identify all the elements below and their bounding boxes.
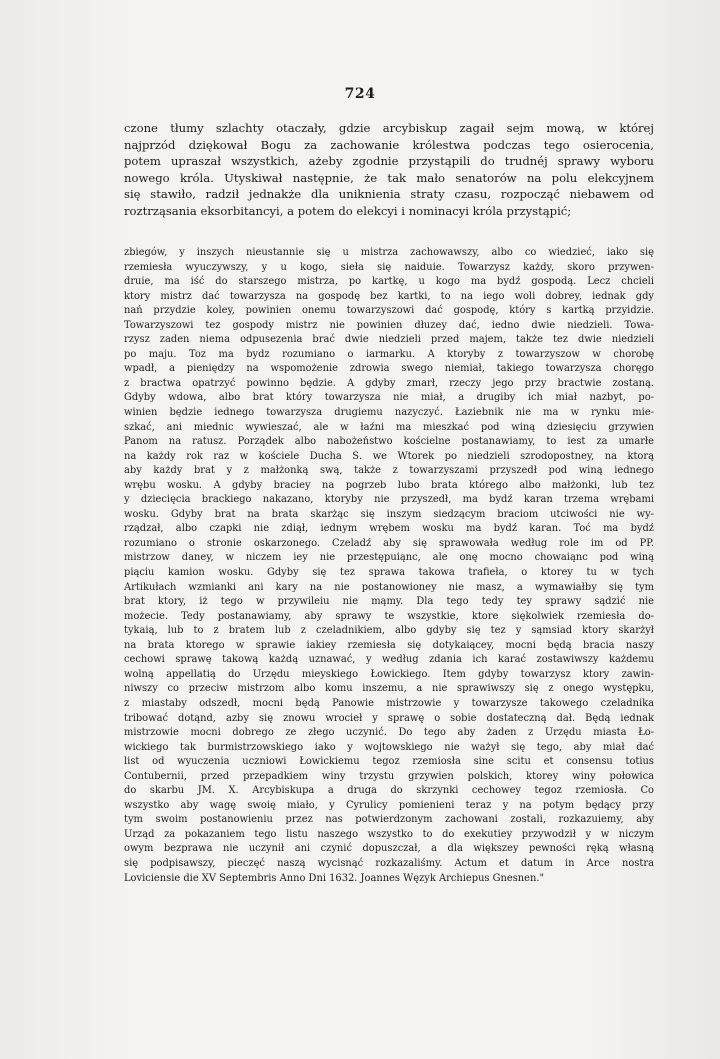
footnote-line: rozumiano o stronie oskarzonego. Czeladź aby się sprawowała według role im od PP. — [124, 537, 654, 549]
footnote-line: cechowi sprawę takową każdą uznawać, y według zdania ich karać zostawiwszy każdemu — [124, 654, 654, 666]
footnote-line: druie, ma iść do starszego mistrza, po kartkę, u kogo ma bydź gospodą. Lecz chcieli — [124, 276, 654, 288]
footnote-line: szkać, ani miednic wywieszać, ale w łaźni ma mieszkać pod winą dziesięciu grzywien — [124, 421, 654, 433]
footnote-line: nań przydzie koley, powinien onemu towarzyszowi dać gospodę, który s kartką przyidzie. — [124, 305, 654, 317]
footnote-line: Contubernii, przed przepadkiem winy trzystu grzywien polskich, ktorey winy połowica — [124, 770, 654, 782]
footnote-line: mistrzow daney, w niczem iey nie przestępuiąnc, ale onę mocno chowaiąnc pod winą — [124, 552, 654, 564]
footnote-line: Towarzyszowi tez gospody mistrz nie powinien dłuzey dać, iedno dwie niedzieli. Towa- — [124, 319, 654, 331]
main-text-line: się stawiło, radził jednakże dla uniknienia straty czasu, rozpocząć niebawem od — [124, 187, 654, 201]
footnote-line: tykaią, lub to z bratem lub z czeladnikiem, albo gdyby się tez y sąmsiad ktory skarżył — [124, 625, 654, 637]
main-text-line: roztrząsania eksorbitancyi, a potem do elekcyi i nominacyi króla przystąpić; — [124, 203, 572, 218]
footnote-line: Panom na ratusz. Porządek albo nabożeństwo kościelne postanawiamy, to iest za umarłe — [124, 436, 654, 448]
footnote-line: wrębu wosku. A gdyby bracіey na pogrzeb lubo brata którego albo małżonki, lub tez — [124, 479, 654, 491]
footnote-block — [124, 246, 654, 886]
footnote-line: z miastaby odszedł, mocni będą Panowie mistrzowie y towarzysze takowego czeladnika — [124, 697, 654, 709]
footnote-line: tym swoim postanowieniu przez nas potwierdzonym zachowani zostali, rozkazuiemy, aby — [124, 814, 654, 826]
main-text-line: potem upraszał wszystkich, ażeby zgodnie przystąpili do trudnéj sprawy wyboru — [124, 154, 654, 168]
footnote-line: się podpisawszy, pieczęć naszą wycisnąć rozkazaliśmy. Actum et datum in Arce nostra — [124, 857, 654, 869]
footnote-line: y dziecięcia brackiego nakazano, ktoryby nie przyszedł, ma bydź karan trzema wrębami — [124, 494, 654, 506]
page-number: 724 — [344, 86, 376, 102]
footnote-line: wosku. Gdyby brat na brata skarżąc się inszym siedzącym braciom utciwości nie wy- — [124, 508, 654, 520]
footnote-line: owym bezprawa nie uczynił ani czynić dopuszczał, a dla większey pewności ręką własną — [124, 843, 654, 855]
main-text-line: nowego króla. Utyskiwał następnie, że tak mało senatorów na polu elekcyjnem — [124, 170, 654, 185]
footnote-line: wpadł, a pieniędzy na wspomożenie zdrowia swego niemiał, takiego towarzysza choręgo — [124, 363, 654, 375]
footnote-line: niwszy co przeciw mistrzom albo komu inszemu, a nie sprawiwszy się z onego występku, — [124, 683, 654, 695]
footnote-line: ktory mistrz dać towarzysza na gospodę bez kartki, to na iego woli dobrey, iednak gdy — [124, 290, 654, 302]
footnote-line: list od wyuczenia uczniowi Łowickiemu tegoz rzemiosła sine scitu et consensu totius — [124, 756, 654, 768]
footnote-line: aby każdy brat y z małżonką swą, także z towarzyszami przyszedł pod winą iednego — [124, 465, 654, 477]
footnote-line: Loviciensie die XV Septembris Anno Dni 1632. Joannes Węzyk Archiepus Gnesnen." — [124, 872, 545, 884]
footnote-line: zbiegów, y inszych nieustannie się u mistrza zachowawszy, albo co wiedzieć, iako się — [124, 247, 654, 258]
footnote-line: Urząd za pokazaniem tego listu naszego wszystko to do exekutiey przywodził y w niczym — [124, 828, 654, 840]
footnote-line: wszystko aby wagę swoię miało, y Cyrulicy pomienieni teraz y na potym będący przy — [124, 799, 654, 811]
footnote-line: po maju. Toz ma bydz rozumiano o iarmarku. A ktoryby z towarzyszow w chorobę — [124, 348, 654, 360]
footnote-line: winien będzie iednego towarzysza drugiemu nazyczyć. Łaziebnik nie ma w rynku mie- — [124, 407, 654, 419]
footnote-line: z bractwa opatrzyć powinno będzie. A gdyby zmarł, rzeczy jego przy bractwie zostaną. — [124, 377, 654, 389]
footnote-line: rządzał, albo czapki nie zdiął, iednym wrębem wosku ma bydź karan. Toć ma bydź — [124, 523, 654, 535]
footnote-line: tribować dotąnd, azby się znowu wrocieł y sprawę o sobie dostateczną dał. Będą iednak — [124, 712, 654, 724]
footnote-line: Gdyby wdowa, albo brat który towarzysza nie miał, a drugiby ich miał nazbyt, po- — [124, 392, 654, 404]
footnote-line: rzysz zaden niema odpusezenia brać dwie niedzieli przed majem, także tez dwie niedzieli — [124, 334, 654, 346]
main-text-line: najprzód dziękował Bogu za zachowanie królestwa podczas tego osierocenia, — [124, 137, 654, 152]
footnote-line: mistrzowie mocni dobrego ze złego uczynić. Do tego aby żaden z Urzędu miasta Ło- — [124, 727, 654, 739]
main-text-block — [124, 120, 654, 219]
footnote-line: do skarbu JM. X. Arcybiskupa a druga do skrzynki cechowey tegoz rzemiosła. Co — [124, 785, 654, 797]
footnote-line: możecie. Tedy postanawiamy, aby sprawy te wszystkie, ktore siękolwiek rzemiesła do- — [124, 610, 654, 622]
footnote-line: na każdy rok raz w kościele Ducha Ś. we Wtorek po niedzieli szrodopostney, na ktorą — [124, 450, 654, 462]
footnote-line: wickiego tak burmistrzowskiego iako y wojtowskiego nie ważył się tego, aby miał dać — [124, 741, 654, 753]
footnote-line: rzemiesła wyuczywszy, y u kogo, sieła się naiduie. Towarzysz każdy, skoro przywen- — [124, 261, 654, 273]
footnote-line: brat ktory, iż tego w przywileiu nie mąmy. Dla tego tedy tey sprawy sądzić nie — [124, 596, 654, 608]
footnote-line: piąciu kamion wosku. Gdyby się tez sprawa takowa trafieła, o ktorey tu w tych — [124, 567, 654, 579]
footnote-line: Artikułach wzmianki ani kary na nie postanowioney nie masz, a wymawiałby się tym — [124, 581, 654, 593]
main-text-line: czone tłumy szlachty otaczały, gdzie arcybiskup zagaił sejm mową, w której — [124, 121, 654, 135]
footnote-line: na brata ktorego w sprawie iakiey rzemiesła się dotykaiącey, mocni będą bracia naszy — [124, 639, 654, 651]
footnote-line: wolną appellatią do Urzędu mieyskiego Łowickiego. Item gdyby towarzysz ktory zawin- — [124, 668, 654, 680]
